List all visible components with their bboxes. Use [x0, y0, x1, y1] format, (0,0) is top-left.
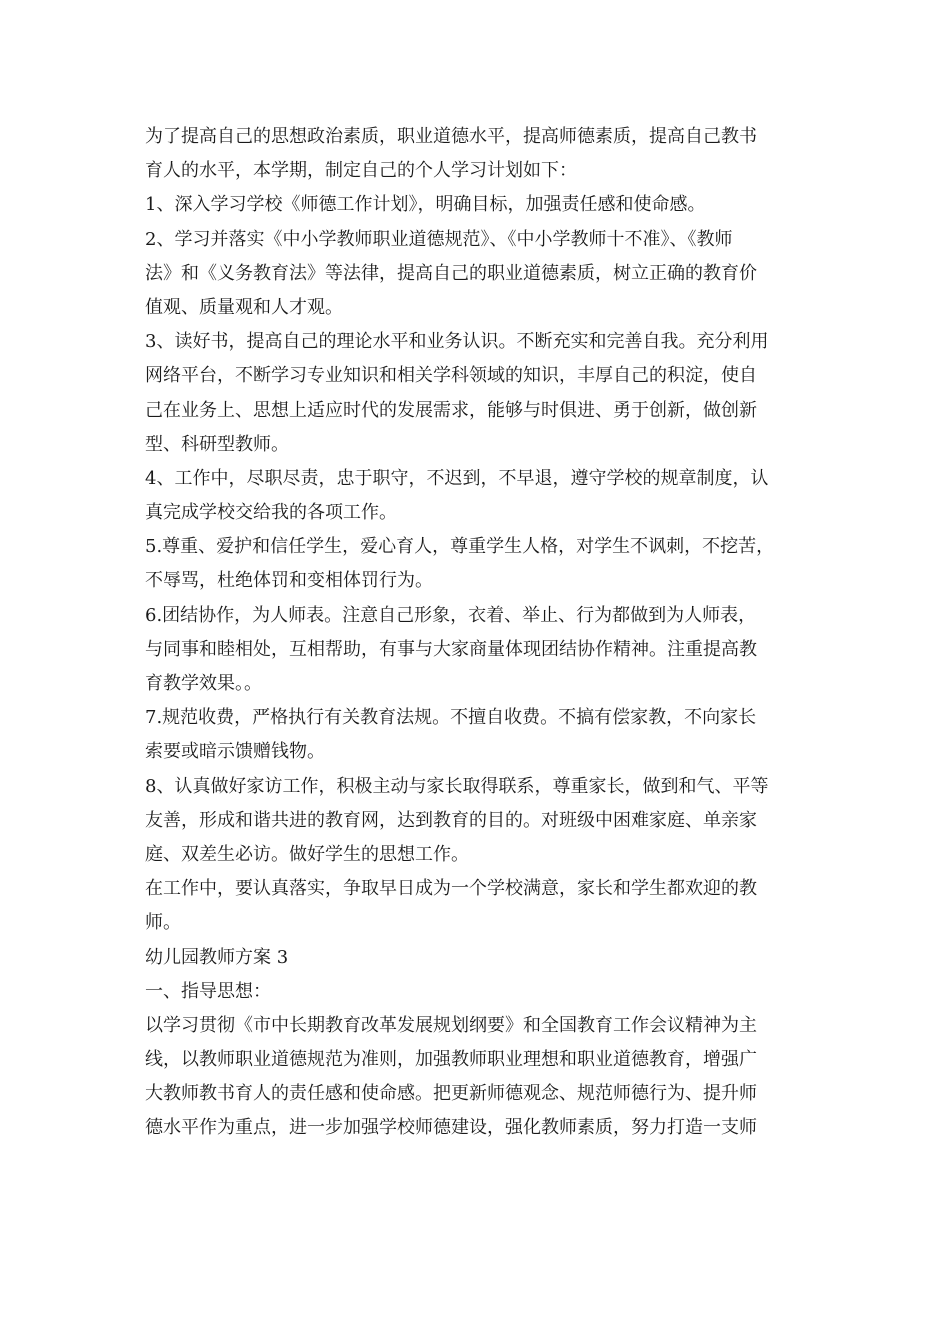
- text-line: 5.尊重、爱护和信任学生，爱心育人，尊重学生人格，对学生不讽刺，不挖苦，: [145, 536, 775, 558]
- text-line: 在工作中，要认真落实，争取早日成为一个学校满意，家长和学生都欢迎的教: [145, 878, 757, 900]
- text-line: 2、学习并落实《中小学教师职业道德规范》、《中小学教师十不准》、《教师: [145, 228, 733, 250]
- text-line: 不辱骂，杜绝体罚和变相体罚行为。: [145, 570, 433, 592]
- section-title: 幼儿园教师方案 3: [145, 946, 289, 968]
- text-line: 师。: [145, 912, 181, 934]
- text-line: 德水平作为重点，进一步加强学校师德建设，强化教师素质，努力打造一支师: [145, 1117, 757, 1139]
- text-line: 庭、双差生必访。做好学生的思想工作。: [145, 843, 469, 865]
- text-line: 6.团结协作，为人师表。注意自己形象，衣着、举止、行为都做到为人师表，: [145, 604, 757, 626]
- text-line: 8、认真做好家访工作，积极主动与家长取得联系，尊重家长，做到和气、平等: [145, 775, 769, 797]
- text-line: 以学习贯彻《市中长期教育改革发展规划纲要》和全国教育工作会议精神为主: [145, 1014, 757, 1036]
- text-line: 友善，形成和谐共进的教育网，达到教育的目的。对班级中困难家庭、单亲家: [145, 809, 757, 831]
- text-line: 真完成学校交给我的各项工作。: [145, 502, 397, 524]
- text-line: 线，以教师职业道德规范为准则，加强教师职业理想和职业道德教育，增强广: [145, 1049, 757, 1071]
- text-line: 7.规范收费，严格执行有关教育法规。不擅自收费。不搞有偿家教，不向家长: [145, 707, 757, 729]
- text-line: 法》和《义务教育法》等法律，提高自己的职业道德素质，树立正确的教育价: [145, 262, 757, 284]
- text-line: 与同事和睦相处，互相帮助，有事与大家商量体现团结协作精神。注重提高教: [145, 638, 757, 660]
- text-line: 育人的水平，本学期，制定自己的个人学习计划如下：: [145, 160, 577, 182]
- text-line: 4、工作中，尽职尽责，忠于职守，不迟到，不早退，遵守学校的规章制度，认: [145, 467, 769, 489]
- text-line: 值观、质量观和人才观。: [145, 296, 343, 318]
- text-line: 为了提高自己的思想政治素质，职业道德水平，提高师德素质，提高自己教书: [145, 126, 757, 147]
- text-line: 己在业务上、思想上适应时代的发展需求，能够与时俱进、勇于创新，做创新: [145, 399, 757, 421]
- text-line: 索要或暗示馈赠钱物。: [145, 741, 325, 763]
- text-line: 网络平台，不断学习专业知识和相关学科领域的知识，丰厚自己的积淀，使自: [145, 365, 757, 387]
- section-heading: 一、指导思想：: [145, 980, 271, 1002]
- text-line: 育教学效果。。: [145, 673, 262, 694]
- text-line: 型、科研型教师。: [145, 433, 289, 455]
- text-line: 1、深入学习学校《师德工作计划》，明确目标，加强责任感和使命感。: [145, 194, 706, 216]
- text-line: 3、读好书，提高自己的理论水平和业务认识。不断充实和完善自我。充分利用: [145, 331, 769, 353]
- document-body: [145, 120, 820, 1146]
- text-line: 大教师教书育人的责任感和使命感。把更新师德观念、规范师德行为、提升师: [145, 1083, 757, 1105]
